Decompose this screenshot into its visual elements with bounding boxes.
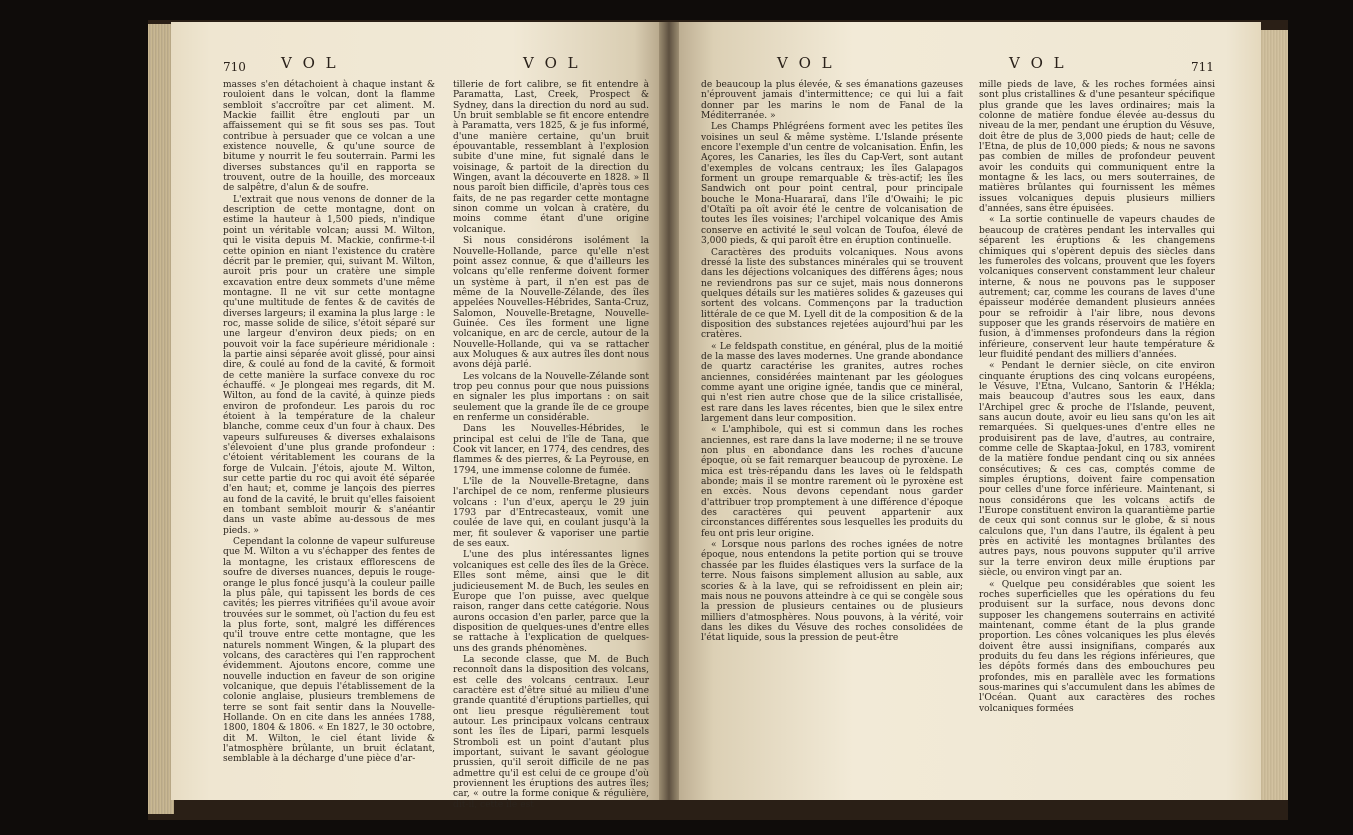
left-page — [171, 22, 659, 810]
paragraph: « Lorsque nous parlons des roches ignées de notre époque, nous entendons la petite portion qui se trouve chassée par les fluides élastiques vers la surface de la terre. Nous faisons simplement allusion au sable, aux scories & à la lave, qui se refroidissent en plein air; mais nous ne pouvons atteindre à ce qui se congèle sous la pression de plusieurs centaines ou de plusieurs milliers d'atmosphères. Nous pouvons, à la vérité, voir dans les dikes du Vésuve des roches consolidées de l'état liquide, sous la pression de peut-être — [701, 540, 963, 644]
paragraph: « Le feldspath constitue, en général, plus de la moitié de la masse des laves modernes. Une grande abondance de quartz caractérise les granites, autres roches anciennes, considérées maintenant par les géologues comme ayant une origine ignée, tandis que ce minéral, qui n'est rien autre chose que de la silice cristallisée, est rare dans les laves récentes, bien que le silex entre largement dans leur composition. — [701, 341, 963, 424]
paragraph: Caractères des produits volcaniques. Nous avons dressé la liste des substances minérales qui se trouvent dans les déjections volcaniques des différens âges; nous ne reviendrons pas sur ce sujet, mais nous donnerons quelques détails sur les matières solides & gazeuses qui sortent des volcans. Commençons par la traduction littérale de ce que M. Lyell dit de la composition & de la disposition des substances rejetées aujourd'hui par les cratères. — [701, 247, 963, 341]
running-head-right-b: V O L — [1009, 54, 1067, 72]
left-page-column-2 — [453, 80, 649, 810]
paragraph: « L'amphibole, qui est si commun dans les roches anciennes, est rare dans la lave moderne; il ne se trouve non plus en abondance dans les roches d'aucune époque, où se fait remarquer beaucoup de pyroxène. Le mica est très-répandu dans les laves où le feldspath abonde; mais il se montre rarement où le pyroxène est en excès. Nous devons cependant nous garder d'attribuer trop promptement à une différence d'époque des caractères qui peuvent appartenir aux circonstances différentes sous lesquelles les produits du feu ont pris leur origine. — [701, 425, 963, 539]
right-page-column-2 — [979, 80, 1215, 795]
paragraph: masses s'en détachoient à chaque instant & rouloient dans le volcan, dont la flamme sembloit s'accroître par cet aliment. M. Mackie faillit être englouti par un affaissement qui se fit sous ses pas. Tout contribue à persuader que ce volcan a une existence nouvelle, & qu'une source de bitume y nourrit le feu souterrain. Parmi les diverses substances qu'il en rapporta se trouvent, outre de la houille, des morceaux de salpêtre, d'alun & de soufre. — [223, 80, 435, 194]
book-gutter — [659, 22, 679, 800]
paragraph: Les volcans de la Nouvelle-Zélande sont trop peu connus pour que nous puissions en signaler les plus importans : on sait seulement que la grande île de ce groupe en renferme un considérable. — [453, 371, 649, 423]
running-head-right-a: V O L — [777, 54, 835, 72]
page-number-left: 710 — [223, 60, 246, 74]
paragraph: La seconde classe, que M. de Buch reconnoît dans la disposition des volcans, est celle des volcans centraux. Leur caractère est d'être situé au milieu d'une grande quantité d'éruptions partielles, qui ont lieu presque régulièrement tout autour. Les principaux volcans centraux sont les îles de Lipari, parmi lesquels Stromboli est un point d'autant plus important, suivant le savant géologue prussien, qu'il seroit difficile de ne pas admettre qu'il est celui de ce groupe d'où proviennent les éruptions des autres îles; car, « outre la forme conique & régulière, dit-il, cette île est — [453, 654, 649, 810]
right-page-edges — [1258, 30, 1288, 800]
paragraph: L'une des plus intéressantes lignes volcaniques est celle des îles de la Grèce. Elles sont même, ainsi que le dit judicieusement M. de Buch, les seules en Europe que l'on puisse, avec quelque raison, ranger dans cette catégorie. Nous aurons occasion d'en parler, parce que la disposition de quelques-unes d'entre elles se rattache à l'explication de quelques-uns des grands phénomènes. — [453, 550, 649, 654]
right-page-column-1 — [701, 80, 963, 795]
paragraph: mille pieds de lave, & les roches formées ainsi sont plus cristallines & d'une pesanteur spécifique plus grande que les laves ordinaires; mais la colonne de matière fondue élevée au-dessus du niveau de la mer, pendant une éruption du Vésuve, doit être de plus de 3,000 pieds de haut; celle de l'Etna, de plus de 10,000 pieds; & nous ne savons pas combien de milles de profondeur peuvent avoir les conduits qui communiquent entre la montagne & les lacs, ou mers souterraines, de matières brûlantes qui fournissent les mêmes issues volcaniques depuis plusieurs milliers d'années, sans être épuisées. — [979, 80, 1215, 215]
paragraph: Les Champs Phlégréens forment avec les petites îles voisines un seul & même système. L'Islande présente encore l'exemple d'un centre de volcanisation. Enfin, les Açores, les Canaries, les îles du Cap-Vert, sont autant d'exemples de volcans centraux; les îles Galapagos forment un groupe remarquable & très-actif; les îles Sandwich ont pour point central, pour principale bouche le Mona-Huararaï, dans l'île d'Owaihi; le pic d'Otaïti pa oît avoir été le centre de volcanisation de toutes les îles voisines; l'archipel volcanique des Amis conserve en activité le seul volcan de Toufoa, élevé de 3,000 pieds, & qui paroît être en éruption continuelle. — [701, 122, 963, 247]
paragraph: « La sortie continuelle de vapeurs chaudes de beaucoup de cratères pendant les intervalles qui séparent les éruptions & les changemens chimiques qui s'opèrent depuis des siècles dans les fumeroles des volcans, prouvent que les foyers volcaniques conservent constamment leur chaleur interne, & nous ne pouvons pas le supposer autrement; car, comme les courans de laves d'une épaisseur modérée demandent plusieurs années pour se refroidir à l'air libre, nous devons supposer que les grands réservoirs de matière en fusion, à d'immenses profondeurs dans la région inférieure, conservent leur haute température & leur fluidité pendant des milliers d'années. — [979, 215, 1215, 360]
paragraph: « Quelque peu considérables que soient les roches superficielles que les opérations du feu produisent sur la surface, nous devons donc supposer les changemens souterrains en activité maintenant, comme étant de la plus grande proportion. Les cônes volcaniques les plus élevés doivent être aussi insignifians, comparés aux produits du feu dans les régions inférieures, que les dépôts formés dans des embouchures peu profondes, mis en parallèle avec les formations sous-marines qui s'accumulent dans les abîmes de l'Océan. Quant aux caractères des roches volcaniques formées — [979, 579, 1215, 714]
left-page-column-1 — [223, 80, 435, 795]
paragraph: Dans les Nouvelles-Hébrides, le principal est celui de l'île de Tana, que Cook vit lancer, en 1774, des cendres, des flammes & des pierres, & La Peyrouse, en 1794, une immense colonne de fumée. — [453, 424, 649, 476]
paragraph: L'extrait que nous venons de donner de la description de cette montagne, dont on estime la hauteur à 1,500 pieds, n'indique point un véritable volcan; aussi M. Wilton, qui le visita depuis M. Mackie, confirme-t-il cette opinion en niant l'existence du cratère décrit par le premier, qui, suivant M. Wilton, auroit pris pour un cratère une simple excavation entre deux sommets d'une même montagne. Il ne vit sur cette montagne qu'une multitude de fentes & de cavités de diverses largeurs; il examina la plus large : le roc, masse solide de silice, s'étoit séparé sur une largeur d'environ deux pieds; on en pouvoit voir la face supérieure méridionale : la partie ainsi séparée avoit glissé, pour ainsi dire, & coulé au fond de la cavité, & formoit de cette manière la surface convexe du roc échauffé. « Je plongeai mes regards, dit M. Wilton, au fond de la cavité, à quinze pieds environ de profondeur. Les parois du roc étoient à la température de la chaleur blanche, comme ceux d'un four à chaux. Des vapeurs sulfureuses & diverses exhalaisons s'élevoient d'une plus grande profondeur : c'étoient véritablement les courans de la forge de Vulcain. J'étois, ajoute M. Wilton, sur cette partie du roc qui avoit été séparée d'en haut; et, comme je lançois des pierres au fond de la cavité, le bruit qu'elles faisoient en tombant sembloit mourir & s'anéantir dans un vaste abîme au-dessous de mes pieds. » — [223, 194, 435, 536]
paragraph: de beaucoup la plus élevée, & ses émanations gazeuses n'éprouvent jamais d'intermittence; ce qui lui a fait donner par les marins le nom de Fanal de la Méditerranée. » — [701, 80, 963, 122]
paragraph: Cependant la colonne de vapeur sulfureuse que M. Wilton a vu s'échapper des fentes de la montagne, les cristaux efflorescens de soufre de diverses nuances, depuis le rouge-orange le plus foncé jusqu'à la couleur paille la plus pâle, qui tapissent les bords de ces cavités; les pierres vitrifiées qu'il avoue avoir trouvées sur le sommet, où l'action du feu est la plus forte, sont, malgré les différences qu'il trouve entre cette montagne, que les naturels nomment Wingen, & la plupart des volcans, des caractères qui l'en rapprochent évidemment. Ajoutons encore, comme une nouvelle induction en faveur de son origine volcanique, que depuis l'établissement de la colonie anglaise, plusieurs tremblemens de terre se sont fait sentir dans la Nouvelle-Hollande. On en cite dans les années 1788, 1800, 1804 & 1806. « En 1827, le 30 octobre, dit M. Wilton, le ciel étant livide & l'atmosphère brûlante, un bruit éclatant, semblable à la décharge d'une pièce d'ar- — [223, 537, 435, 765]
right-page — [679, 22, 1261, 800]
running-head-left-b: V O L — [523, 54, 581, 72]
running-head-left-a: V O L — [281, 54, 339, 72]
paragraph: « Pendant le dernier siècle, on cite environ cinquante éruptions des cinq volcans européens, le Vésuve, l'Etna, Vulcano, Santorin & l'Hékla; mais beaucoup d'autres sous les eaux, dans l'Archipel grec & proche de l'Islande, peuvent, sans aucun doute, avoir eu lieu sans qu'on les ait remarquées. Si quelques-unes d'entre elles ne produisirent pas de lave, d'autres, au contraire, comme celle de Skaptaa-Jokul, en 1783, vomirent de la matière fondue pendant cinq ou six années consécutives; & ces cas, comptés comme de simples éruptions, doivent faire compensation pour celles d'une force inférieure. Maintenant, si nous considérons que les volcans actifs de l'Europe constituent environ la quarantième partie de ceux qui sont connus sur le globe, & si nous calculons que, l'un dans l'autre, ils égalent à peu près en activité les montagnes brûlantes des autres pays, nous pouvons supputer qu'il arrive sur la terre environ deux mille éruptions par siècle, ou environ vingt par an. — [979, 361, 1215, 579]
paragraph: L'île de la Nouvelle-Bretagne, dans l'archipel de ce nom, renferme plusieurs volcans : l'un d'eux, aperçu le 29 juin 1793 par d'Entrecasteaux, vomit une coulée de lave qui, en coulant jusqu'à la mer, fit soulever & vaporiser une partie de ses eaux. — [453, 477, 649, 550]
paragraph: tillerie de fort calibre, se fit entendre à Paramatta, Last, Creek, Prospect & Sydney, dans la direction du nord au sud. Un bruit semblable se fit encore entendre à Paramatta, vers 1825, & je fus informé, d'une manière certaine, qu'un bruit épouvantable, ressemblant à l'explosion subite d'une mine, fut signalé dans le voisinage, & partoit de la direction du Wingen, avant la découverte en 1828. » Il nous paroît bien difficile, d'après tous ces faits, de ne pas regarder cette montagne sinon comme un volcan à cratère, du moins comme étant d'une origine volcanique. — [453, 80, 649, 235]
paragraph: Si nous considérons isolément la Nouvelle-Hollande, parce qu'elle n'est point assez connue, & que d'ailleurs les volcans qu'elle renferme doivent former un système à part, il n'en est pas de même de la Nouvelle-Zélande, des îles appelées Nouvelles-Hébrides, Santa-Cruz, Salomon, Nouvelle-Bretagne, Nouvelle-Guinée. Ces îles forment une ligne volcanique, en arc de cercle, autour de la Nouvelle-Hollande, qui va se rattacher aux Moluques & aux autres îles dont nous avons déjà parlé. — [453, 236, 649, 371]
page-number-right: 711 — [1191, 60, 1214, 74]
